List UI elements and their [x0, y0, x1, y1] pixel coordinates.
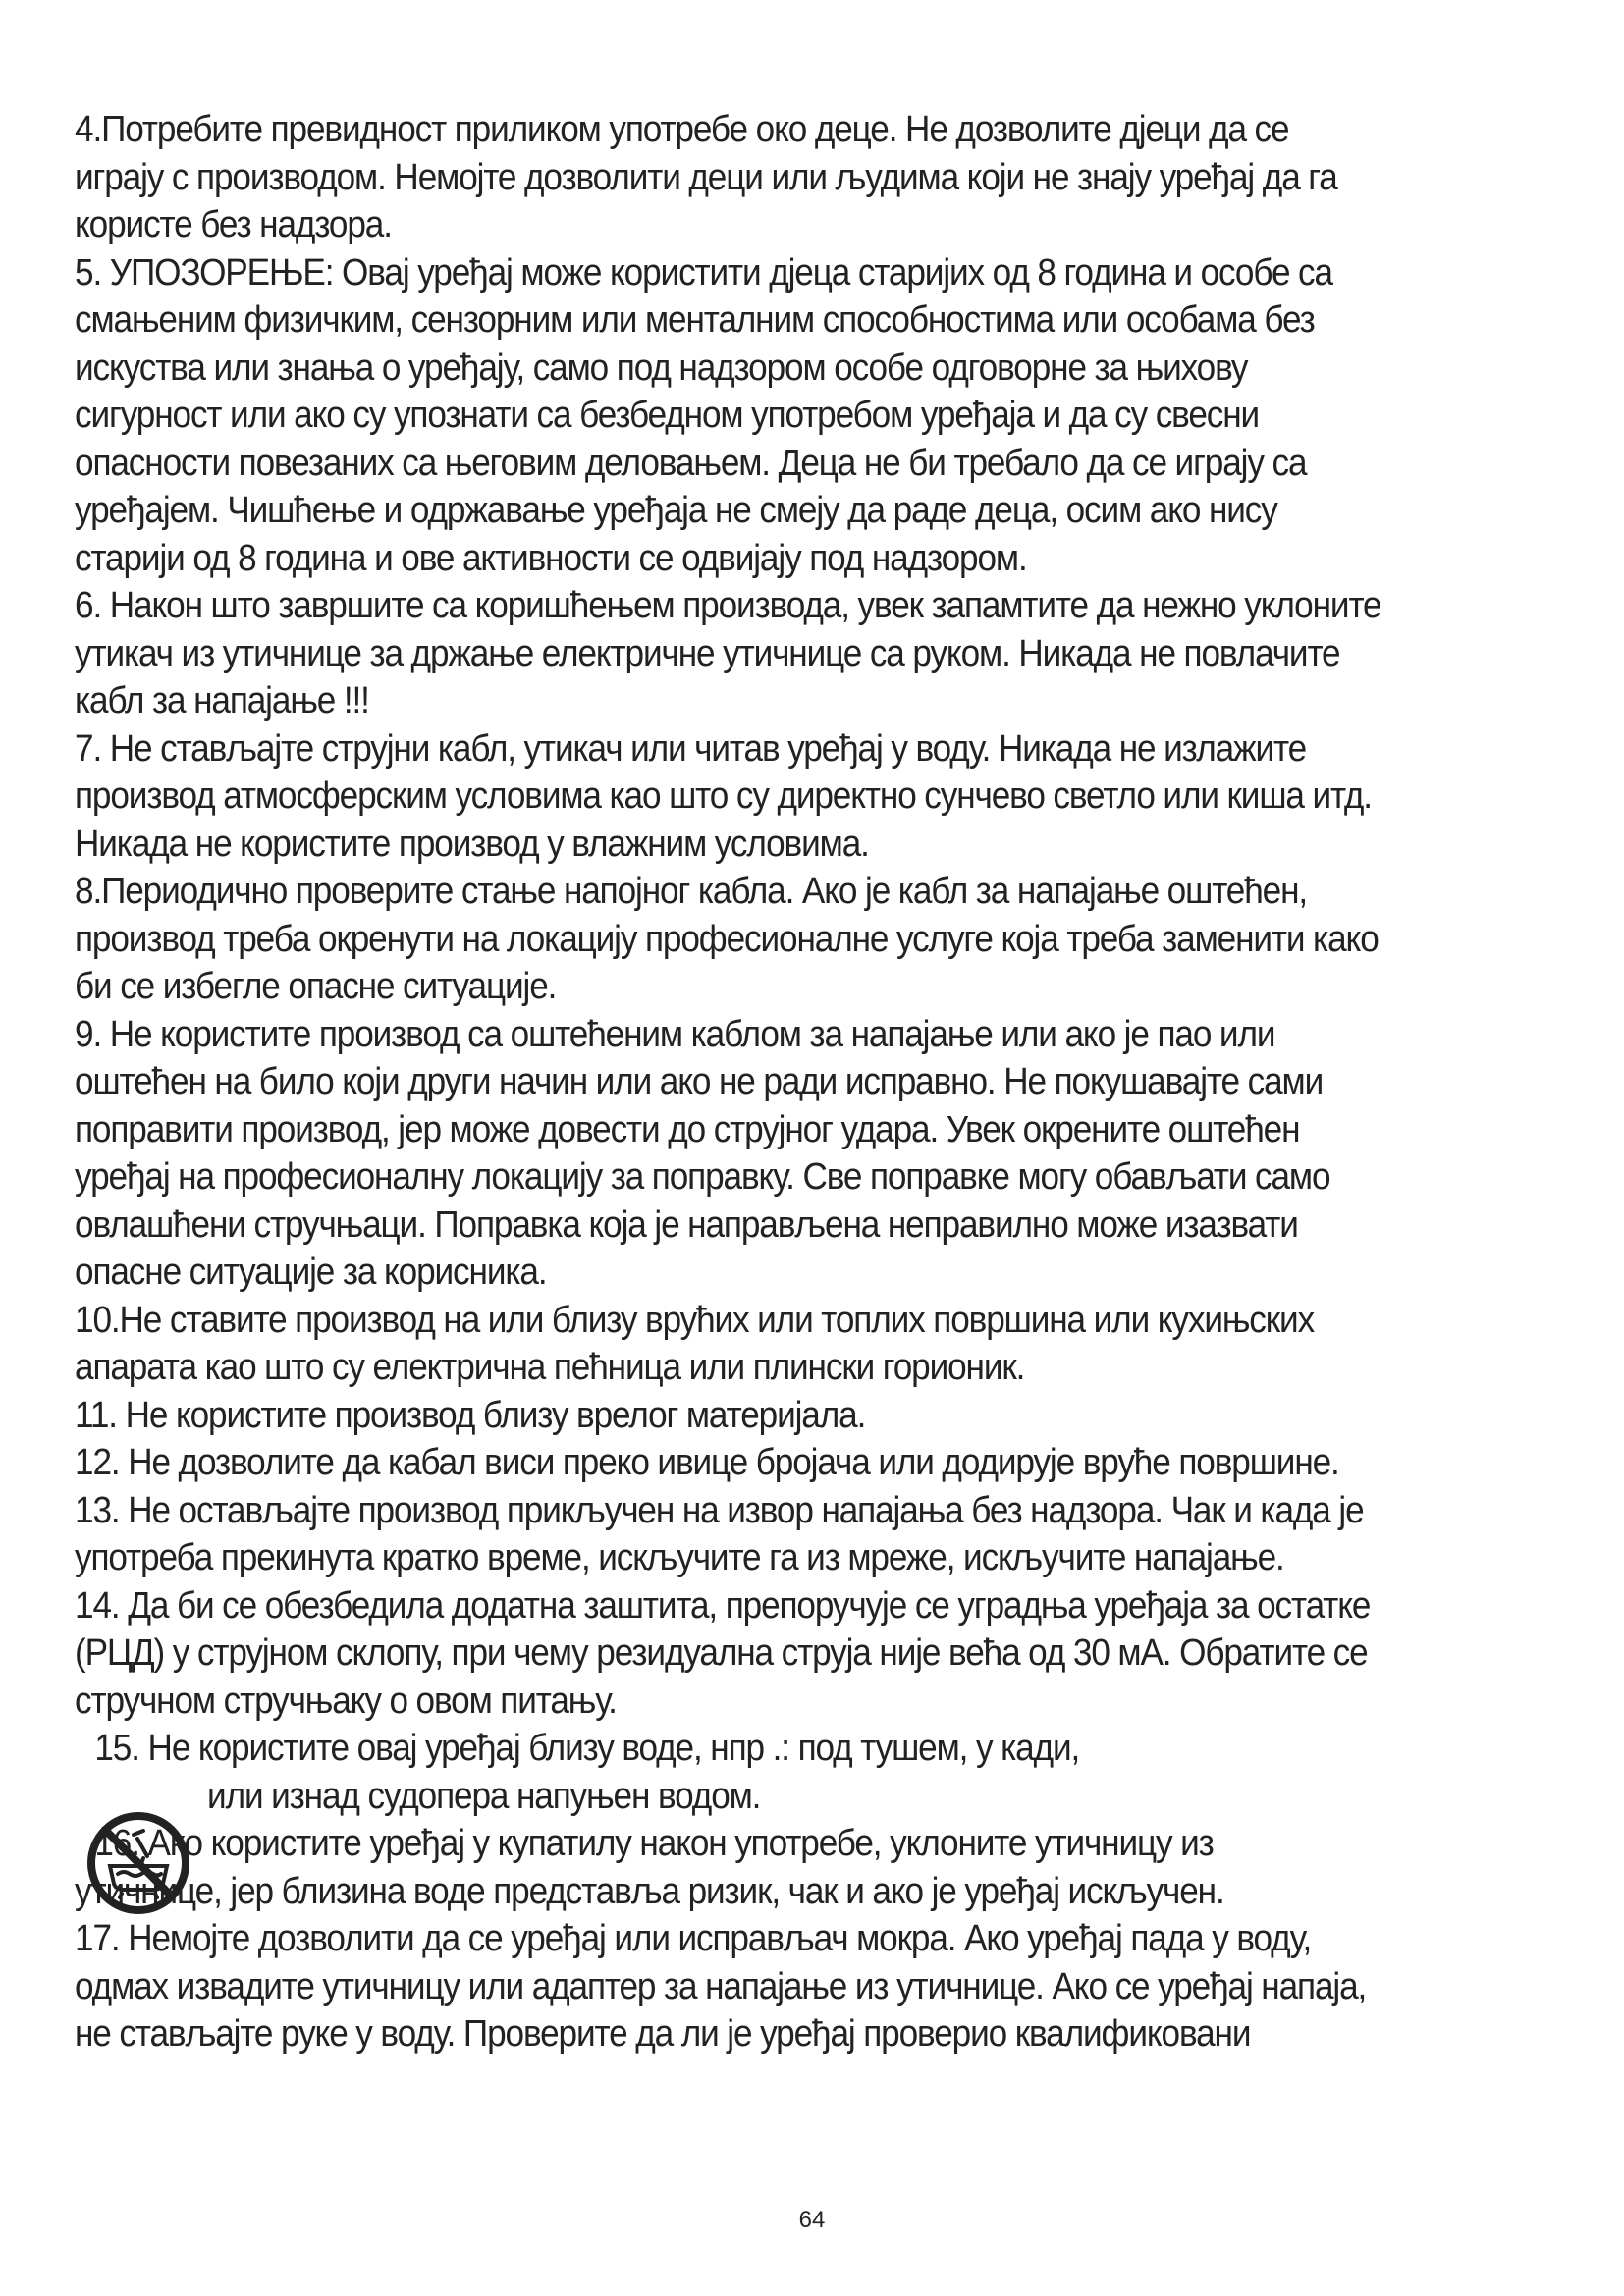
- instruction-item-17: 17. Немојте дозволити да се уређај или исправљач мокра. Ако уређај пада у воду, одмах извадите утичницу или адаптер за напајање из утичнице. Ако се уређај напаја, не стављајте руке у воду. Проверите да ли је уређај проверио квалификовани: [75, 1918, 1367, 2055]
- instruction-item-6: 6. Након што завршите са коришћењем производа, увек запамтите да нежно уклоните утикач из утичнице за држање електричне утичнице са руком. Никада не повлачите кабл за напајање !!!: [75, 585, 1381, 721]
- instruction-item-7: 7. Не стављајте струјни кабл, утикач или читав уређај у воду. Никада не излажите производ атмосферским условима као што су директно сунчево светло или киша итд. Никада не користите производ у влажним условима.: [75, 727, 1372, 865]
- no-bath-water-icon: [84, 1809, 192, 1917]
- instruction-item-13: 13. Не остављајте производ прикључен на извор напајања без надзора. Чак и када је употреба прекинута кратко време, искључите га из мреже, искључите напајање.: [75, 1489, 1364, 1578]
- instruction-item-8: 8.Периодично проверите стање напојног кабла. Ако је кабл за напајање оштећен, производ треба окренути на локацију професионалне услуге која треба заменити како би се избегле опасне ситуације.: [75, 871, 1379, 1007]
- instruction-item-4: 4.Потребите превидност приликом употребе око деце. Не дозволите дјеци да се играју с производом. Немојте дозволити деци или људима који не знају уређај да га користе без надзора.: [75, 109, 1337, 245]
- instruction-item-10: 10.Не ставите производ на или близу врућих или топлих површина или кухињских апарата као што су електрична пећница или плински горионик.: [75, 1299, 1315, 1388]
- instruction-item-9: 9. Не користите производ са оштећеним каблом за напајање или ако је пао или оштећен на било који други начин или ако не ради исправно. Не покушавајте сами поправити производ, јер може довести до струјног удара. Увек окрените оштећен уређај на професионалну локацију за поправку. Све поправке могу обављати само овлашћени стручњаци. Поправка која је направљена неправилно може изазвати опасне ситуације за корисника.: [75, 1013, 1330, 1293]
- instruction-item-14: 14. Да би се обезбедила додатна заштита, препоручује се уградња уређаја за остатке (РЦД) у струјном склопу, при чему резидуална струја није већа од 30 мА. Обратите се стручном стручњаку о овом питању.: [75, 1584, 1371, 1722]
- instruction-item-5: 5. УПОЗОРЕЊЕ: Овај уређај може користити дјеца старијих од 8 година и особе са смањеним физичким, сензорним или менталним способностима или особама без искуства или знања о уређају, само под надзором особе одговорне за њихову сигурност или ако су упознати са безбедном употребом уређаја и да су свесни опасности повезаних са његовим деловањем. Деца не би требало да се играју са уређајем. Чишћење и одржавање уређаја не смеју да раде деца, осим ако нису старији од 8 година и ове активности се одвијају под надзором.: [75, 251, 1332, 579]
- instruction-item-11: 11. Не користите производ близу врелог материјала.: [75, 1394, 866, 1436]
- page-number: 64: [798, 2207, 826, 2233]
- instruction-item-12: 12. Не дозволите да кабал виси преко ивице бројача или додирује вруће површине.: [75, 1442, 1339, 1483]
- safety-instructions: [75, 106, 1437, 2058]
- instruction-item-15: 15. Не користите овај уређај близу воде, нпр .: под тушем, у кади, или изнад судопера напуњен водом.: [94, 1728, 1080, 1817]
- instruction-item-16: 16. Ако користите уређај у купатилу након употребе, уклоните утичницу из утичнице, јер близина воде представља ризик, чак и ако је уређај искључен.: [75, 1823, 1224, 1912]
